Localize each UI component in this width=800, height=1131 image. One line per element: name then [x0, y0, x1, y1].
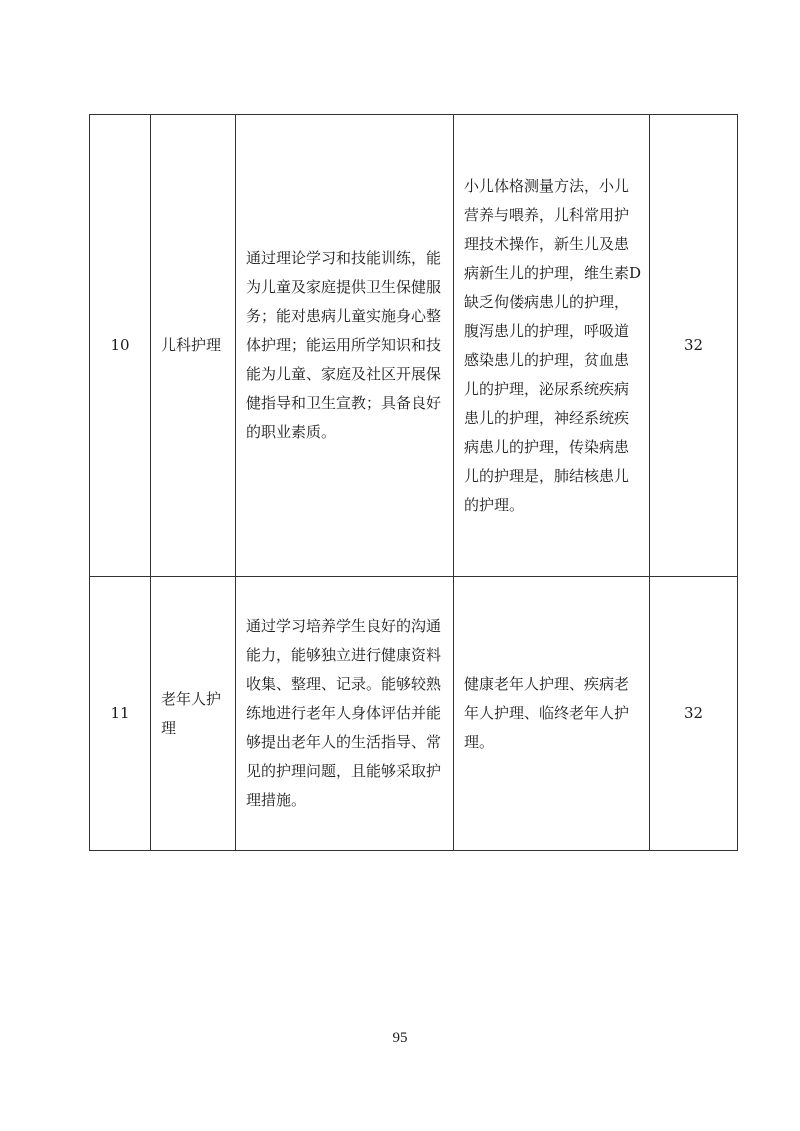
- course-goal: 通过理论学习和技能训练，能为儿童及家庭提供卫生保健服务；能对患病儿童实施身心整体护理；能运用所学知识和技能为儿童、家庭及社区开展保健指导和卫生宣教；具备良好的职业素质。: [236, 115, 454, 577]
- course-hours: 32: [650, 577, 738, 851]
- course-number: 11: [90, 577, 151, 851]
- course-goal: 通过学习培养学生良好的沟通能力，能够独立进行健康资料收集、整理、记录。能够较熟练地进行老年人身体评估并能够提出老年人的生活指导、常见的护理问题，且能够采取护理措施。: [236, 577, 454, 851]
- course-number: 10: [90, 115, 151, 577]
- course-name: 老年人护理: [151, 577, 236, 851]
- course-name: 儿科护理: [151, 115, 236, 577]
- table-row: [90, 115, 738, 577]
- course-hours: 32: [650, 115, 738, 577]
- course-content: 健康老年人护理、疾病老年人护理、临终老年人护理。: [454, 577, 650, 851]
- table-row: [90, 577, 738, 851]
- page-number: 95: [392, 1030, 408, 1046]
- curriculum-table: [89, 114, 738, 851]
- course-content: 小儿体格测量方法，小儿营养与喂养，儿科常用护理技术操作，新生儿及患病新生儿的护理，维生素D缺乏佝偻病患儿的护理，腹泻患儿的护理，呼吸道感染患儿的护理，贫血患儿的护理，泌尿系统疾病患儿的护理，神经系统疾病患儿的护理，传染病患儿的护理是，肺结核患儿的护理。: [454, 115, 650, 577]
